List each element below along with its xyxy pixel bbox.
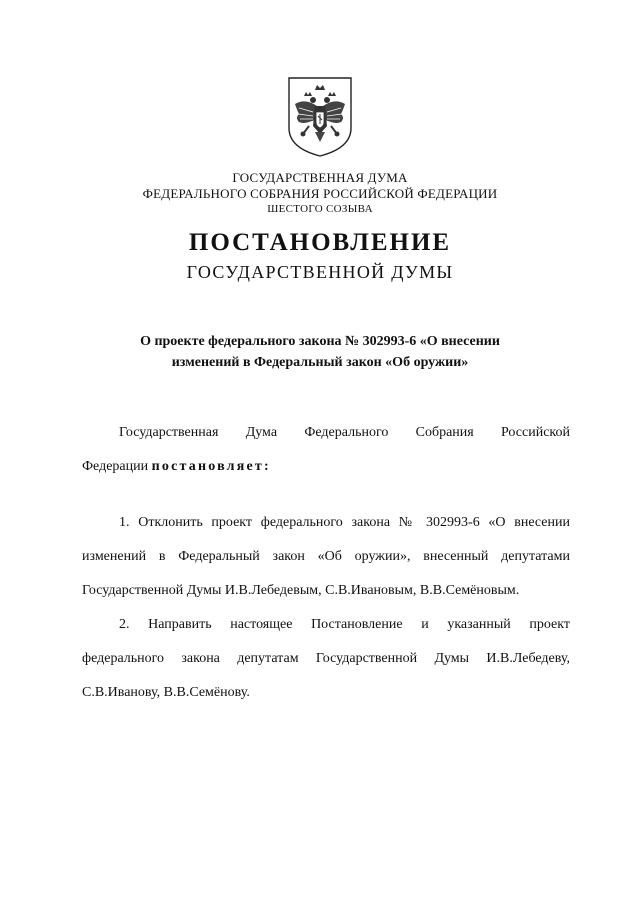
convocation-line: ШЕСТОГО СОЗЫВА (267, 203, 373, 215)
org-name-line2: ФЕДЕРАЛЬНОГО СОБРАНИЯ РОССИЙСКОЙ ФЕДЕРАЦИИ (142, 186, 498, 201)
subject-line1: О проекте федерального закона № 302993-6 «О внесении (140, 334, 500, 349)
subject-line2: изменений в Федеральный закон «Об оружии» (171, 355, 469, 370)
item1-line1: 1. Отклонить проект федерального закона № 302993-6 «О внесении (119, 515, 570, 530)
coat-of-arms-emblem (287, 76, 353, 158)
document-issuer-title: ГОСУДАРСТВЕННОЙ ДУМЫ (186, 262, 454, 282)
intro-line1: Государственная Дума Федерального Собрания Российской (119, 425, 570, 440)
decree-word: постановляет: (151, 459, 271, 474)
item1-line3: Государственной Думы И.В.Лебедевым, С.В.Ивановым, В.В.Семёновым. (82, 583, 520, 598)
document-type-title: ПОСТАНОВЛЕНИЕ (188, 229, 452, 256)
intro-line2 (82, 458, 570, 476)
intro-line2-start: Федерации (82, 459, 152, 474)
item2-line1: 2. Направить настоящее Постановление и указанный проект (119, 617, 570, 632)
org-name-line1: ГОСУДАРСТВЕННАЯ ДУМА (232, 170, 408, 185)
item1-line2: изменений в Федеральный закон «Об оружии», внесенный депутатами (82, 549, 570, 564)
item2-line3: С.В.Иванову, В.В.Семёнову. (82, 685, 250, 700)
item2-line2: федерального закона депутатам Государственной Думы И.В.Лебедеву, (82, 651, 570, 666)
